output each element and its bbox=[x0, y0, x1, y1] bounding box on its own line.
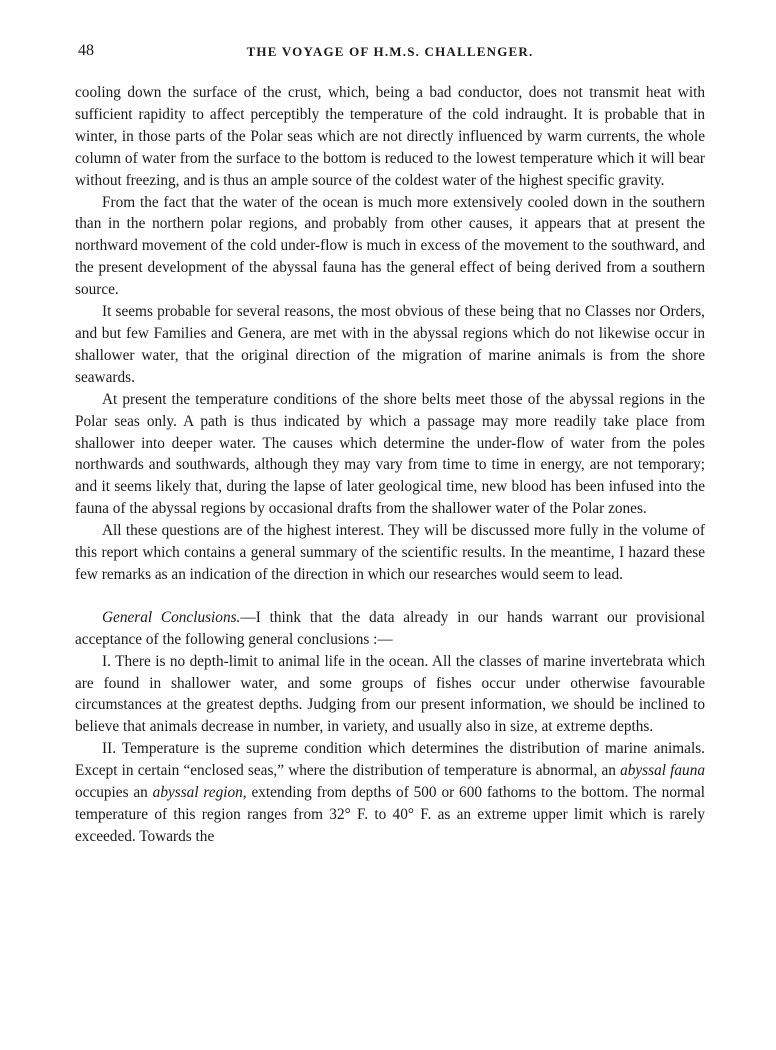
conclusions-intro-text: —I think that the data already in our hands warrant our provisional acceptance of the following general conclusions :— bbox=[75, 608, 705, 648]
conclusions-heading: General Conclusions. bbox=[102, 608, 241, 626]
term-abyssal-region: abyssal region bbox=[152, 784, 243, 802]
page bbox=[75, 40, 705, 848]
running-head bbox=[75, 40, 705, 62]
section-gap bbox=[75, 586, 705, 607]
paragraph-continuation: cooling down the surface of the crust, which, being a bad conductor, does not transmit heat with sufficient rapidity to affect perceptibly the temperature of the cold indraught. It is probable that in winter, in those parts of the Polar seas which are not directly influenced by warm currents, the whole column of water from the surface to the bottom is reduced to the lowest temperature which it will bear without freezing, and is thus an ample source of the coldest water of the highest specific gravity. bbox=[75, 84, 705, 189]
conclusion-item-2 bbox=[75, 738, 705, 848]
conclusion-item-2-text: occupies an bbox=[75, 784, 153, 802]
page-number: 48 bbox=[78, 42, 94, 59]
paragraph-migration: It seems probable for several reasons, the most obvious of these being that no Classes nor Orders, and but few Families and Genera, are met with in the abyssal regions which do not likewise occur in shallower water, that the original direction of the migration of marine animals is from the shore seawards. bbox=[75, 303, 705, 386]
conclusions-intro bbox=[75, 607, 705, 651]
conclusion-item-2-text: , extending from depths of 500 or 600 fathoms to the bottom. The normal temperature of this region ranges from 32° F. to 40° F. as an extreme upper limit which is rarely exceeded. Towards the bbox=[75, 784, 705, 845]
running-title: THE VOYAGE OF H.M.S. CHALLENGER. bbox=[246, 44, 534, 59]
paragraph-shore-belts: At present the temperature conditions of the shore belts meet those of the abyssal regions in the Polar seas only. A path is thus indicated by which a passage may more readily take place from shallower into deeper water. The causes which determine the under-flow of water from the poles northwards and southwards, although they may vary from time to time in energy, are not temporary; and it seems likely that, during the lapse of later geological time, new blood has been infused into the fauna of the abyssal regions by occasional drafts from the shallower water of the Polar zones. bbox=[75, 390, 705, 518]
paragraph-questions: All these questions are of the highest interest. They will be discussed more fully in the volume of this report which contains a general summary of the scientific results. In the meantime, I hazard these few remarks as an indication of the direction in which our researches would seem to lead. bbox=[75, 522, 705, 583]
term-abyssal-fauna: abyssal fauna bbox=[620, 762, 705, 780]
conclusion-item-1: I. There is no depth-limit to animal life in the ocean. All the classes of marine invertebrata which are found in shallower water, and some groups of fishes occur under otherwise favourable circumstances at the greatest depths. Judging from our present information, we should be inclined to believe that animals decrease in number, in variety, and usually also in size, at extreme depths. bbox=[75, 652, 705, 736]
paragraph-polar-cooling: From the fact that the water of the ocean is much more extensively cooled down in the southern than in the northern polar regions, and probably from other causes, it appears that at present the northward movement of the cold under-flow is much in excess of the movement to the southward, and the present development of the abyssal fauna has the general effect of being derived from a southern source. bbox=[75, 193, 705, 299]
conclusion-item-2-text: II. Temperature is the supreme condition which determines the distribution of marine animals. Except in certain “enclosed seas,” where the distribution of temperature is abnormal, an bbox=[75, 740, 705, 780]
